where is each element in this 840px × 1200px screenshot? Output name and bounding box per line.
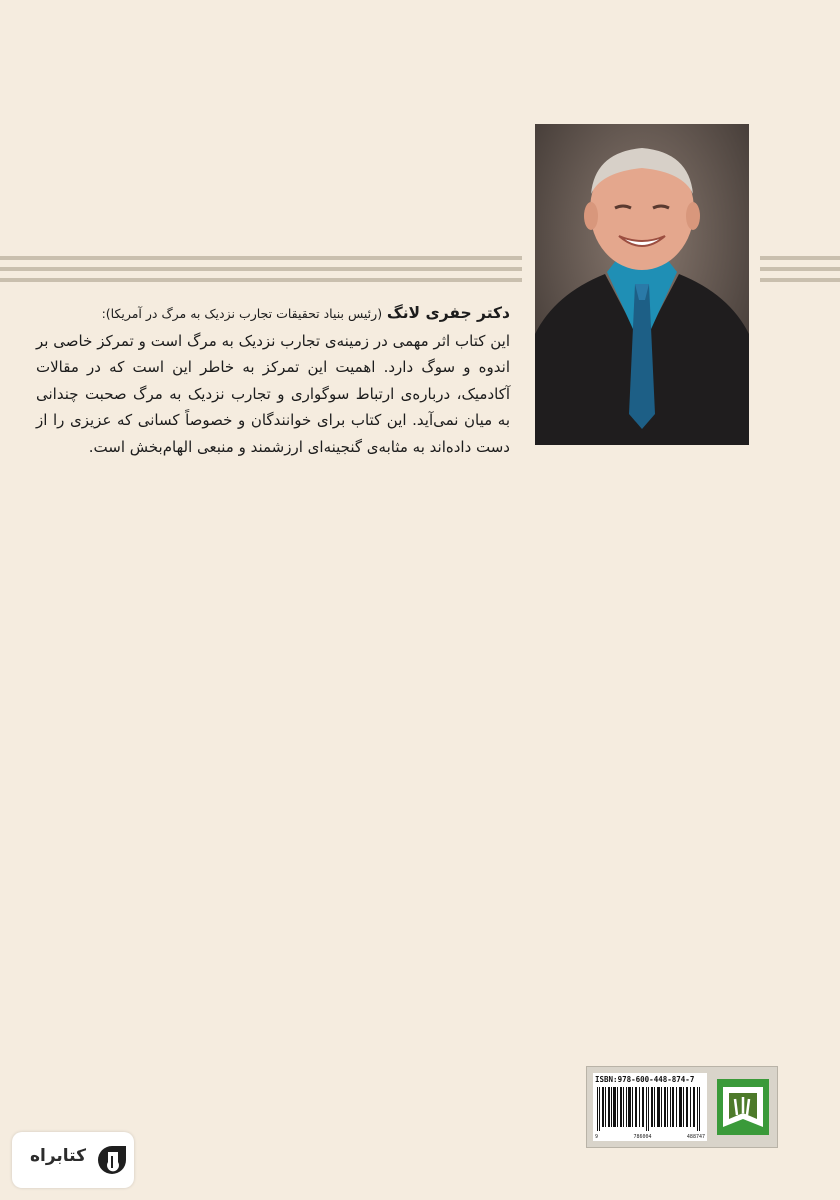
publisher-logo-icon: [715, 1075, 771, 1139]
author-photo: [535, 124, 749, 445]
blurb-heading: [36, 300, 510, 328]
barcode-digits-left: 786004: [633, 1134, 652, 1140]
author-portrait: [535, 124, 749, 445]
decorative-stripes-right: [760, 256, 840, 289]
ketabrah-logo-icon: [92, 1140, 132, 1180]
blurb-body: این کتاب اثر مهمی در زمینه‌ی تجارب نزدیک به مرگ است و تمرکز خاصی بر اندوه و سوگ دارد. اهمیت این تمرکز به خاطر این است که در مقالات آکادمیک، درباره‌ی ارتباط سوگواری و تجارب نزدیک به مرگ صحبت چندانی به میان نمی‌آید. این کتاب برای خوانندگان و خصوصاً کسانی که عزیزی را از دست داده‌اند به مثابه‌ی گنجینه‌ای ارزشمند و منبعی الهام‌بخش است.: [36, 331, 510, 456]
barcode-digits-right: 488747: [686, 1134, 705, 1140]
isbn-label: ISBN:978-600-448-874-7: [595, 1075, 695, 1084]
decorative-stripes-left: [0, 256, 522, 289]
barcode-digits: [595, 1134, 705, 1140]
author-blurb: [36, 300, 510, 460]
watermark-text: کتابراه: [29, 1146, 86, 1166]
author-affiliation: (رئیس بنیاد تحقیقات تجارب نزدیک به مرگ در آمریکا):: [101, 306, 383, 321]
barcode-digit-first: 9: [595, 1134, 599, 1140]
ketabrah-watermark: [12, 1132, 134, 1188]
author-name: دکتر جفری لانگ: [386, 304, 510, 322]
barcode-bars: [595, 1087, 705, 1131]
barcode-box: [586, 1066, 778, 1148]
barcode: [593, 1073, 707, 1141]
